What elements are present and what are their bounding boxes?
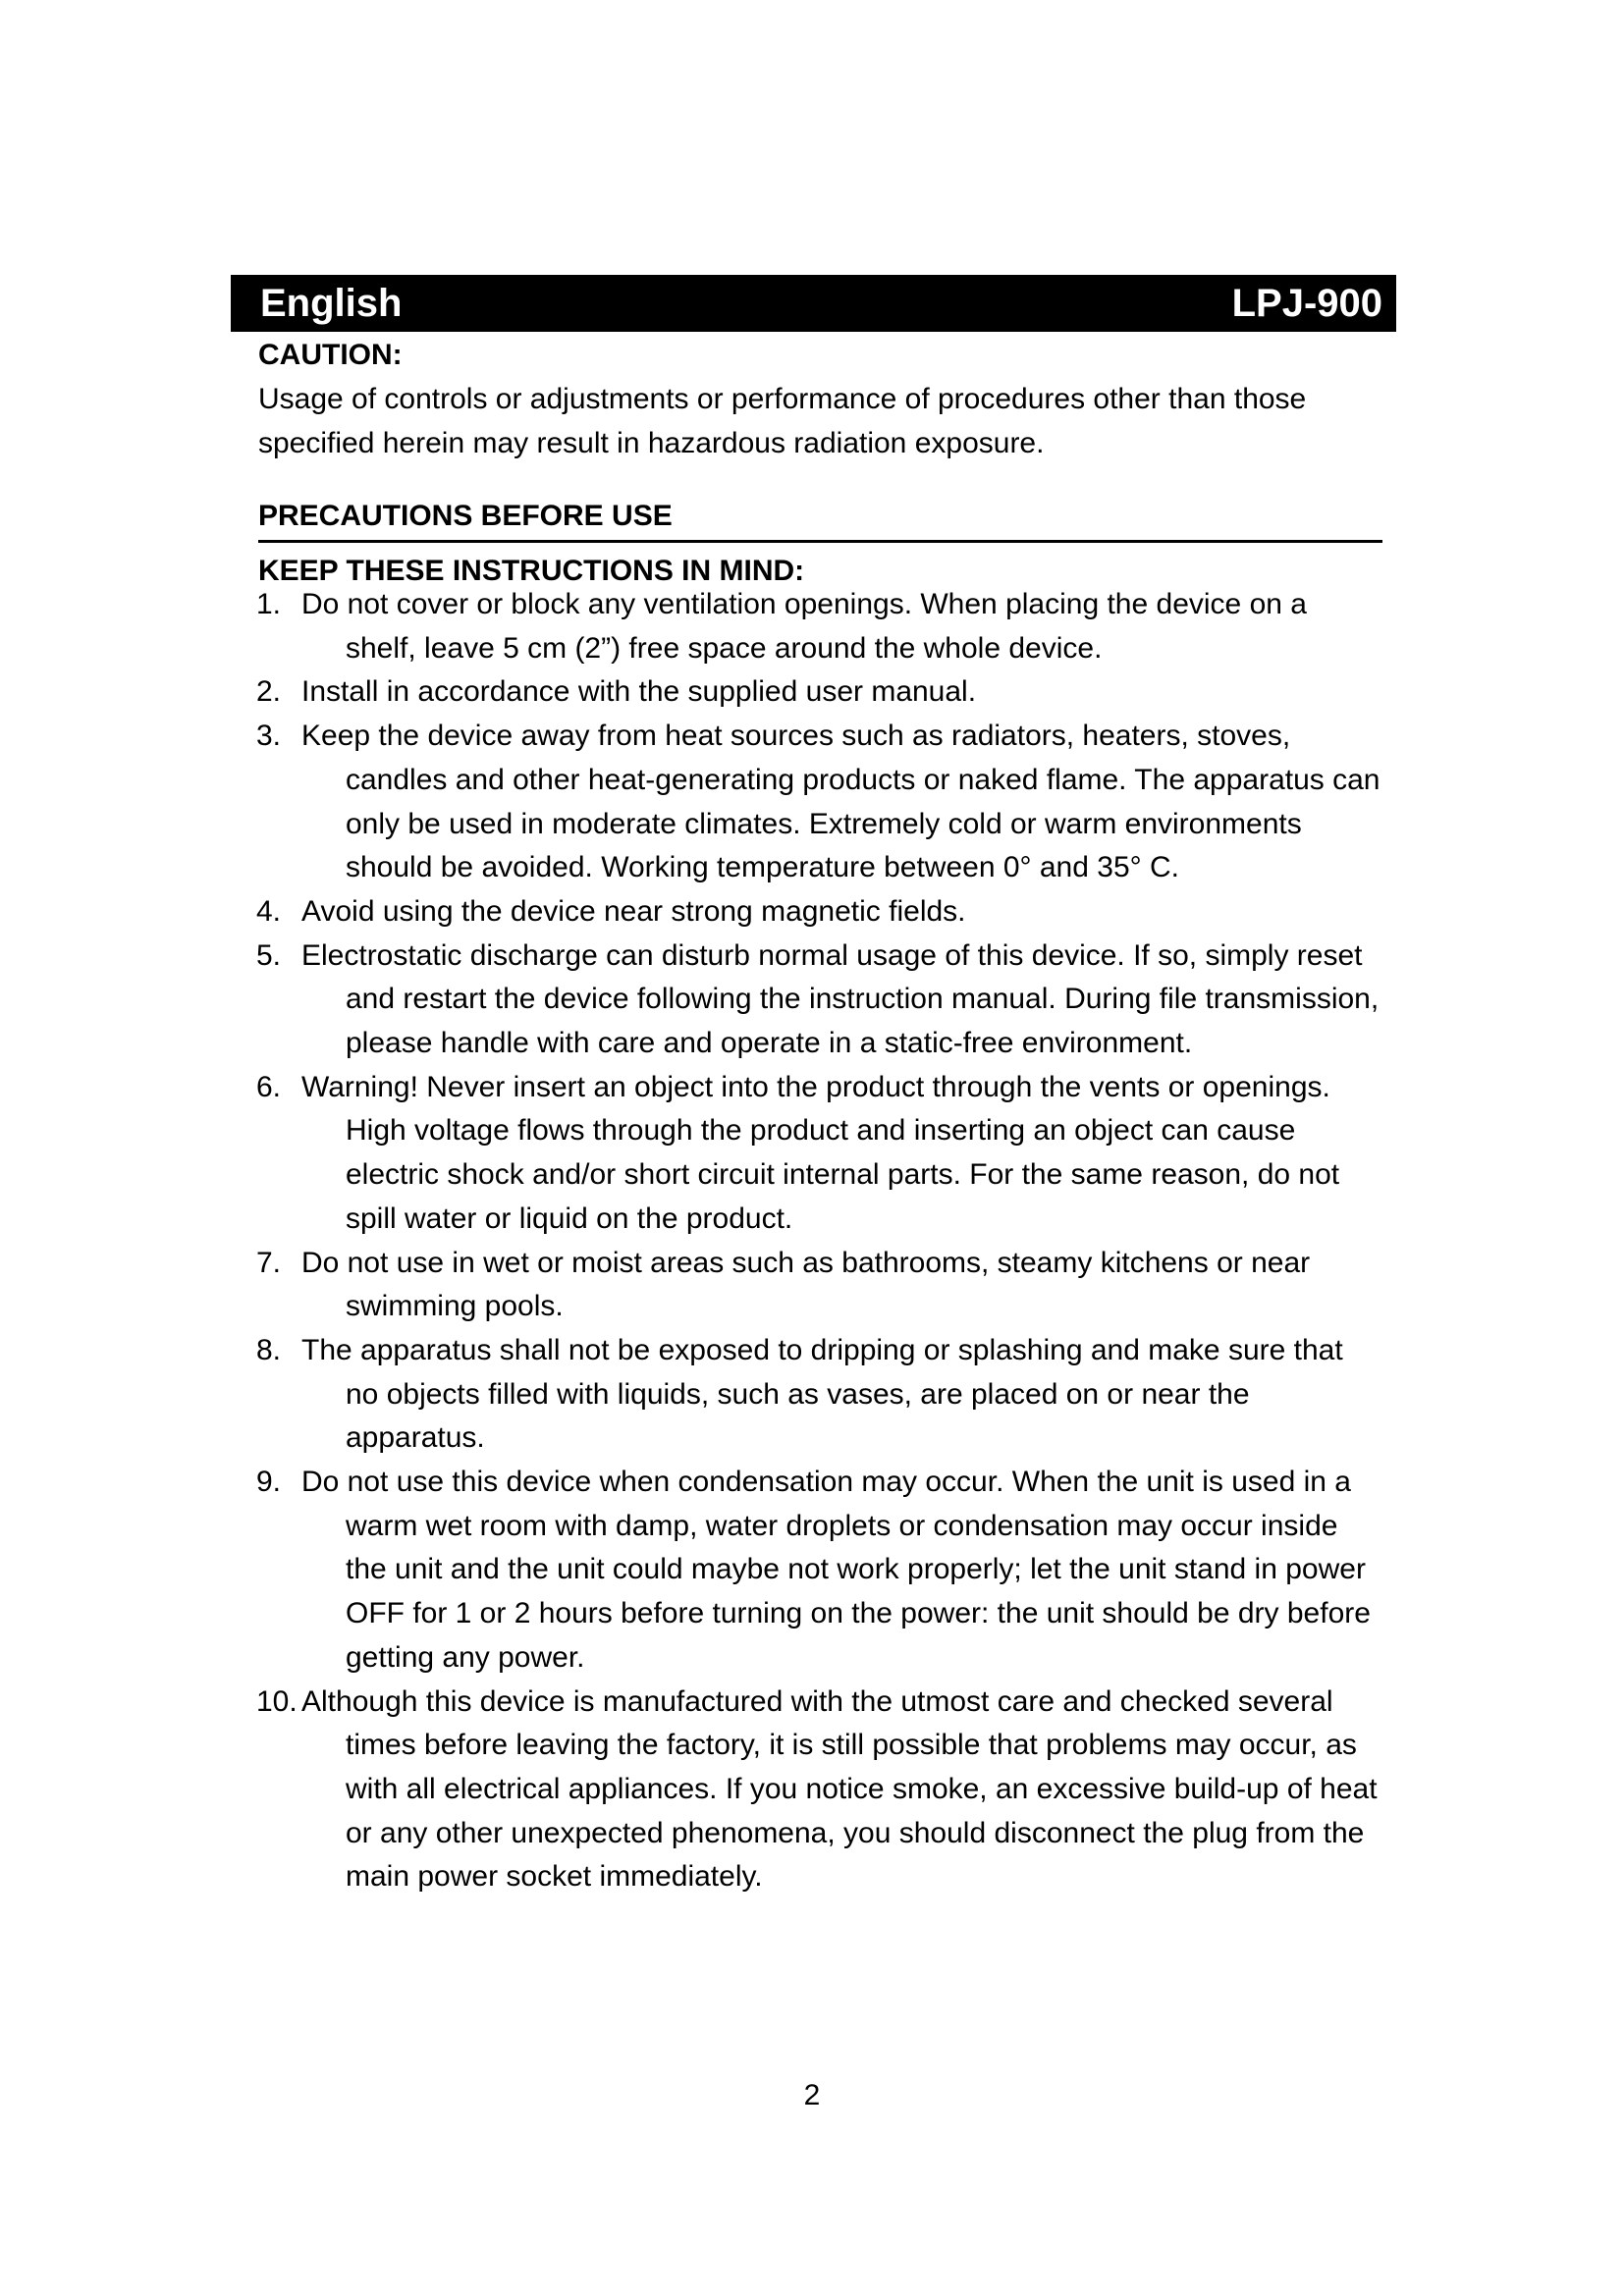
list-item-text: Keep the device away from heat sources such as radiators, heaters, stoves, candles and other heat-generating products or naked flame. The apparatus can only be used in moderate climates. Extremely cold or warm environments should be avoided. Working temperature between 0° and 35° C.: [301, 720, 1380, 884]
instructions-subheading: KEEP THESE INSTRUCTIONS IN MIND:: [258, 555, 805, 587]
list-item-number: 8.: [256, 1333, 282, 1366]
list-item: [258, 670, 1382, 715]
list-item-number: 9.: [256, 1466, 282, 1499]
caution-heading: CAUTION:: [258, 339, 403, 371]
page-number: 2: [803, 2079, 821, 2111]
list-item-number: 6.: [256, 1070, 282, 1103]
list-item: [258, 934, 1382, 1066]
list-item: [258, 1066, 1382, 1242]
list-item-text: Avoid using the device near strong magnetic fields.: [301, 894, 966, 928]
precautions-heading: PRECAUTIONS BEFORE USE: [258, 497, 1382, 543]
model-label: LPJ-900: [1231, 282, 1382, 325]
caution-section: [258, 334, 1387, 590]
list-item-number: 4.: [256, 894, 282, 928]
precautions-list: [258, 583, 1387, 1899]
list-item-text: The apparatus shall not be exposed to dripping or splashing and make sure that no objects filled with liquids, such as vases, are placed on or near the apparatus.: [301, 1333, 1343, 1455]
list-item-text: Electrostatic discharge can disturb normal usage of this device. If so, simply reset and restart the device following the instruction manual. During file transmission, please handle with care and operate in a static-free environment.: [301, 938, 1380, 1060]
list-item-text: Do not use in wet or moist areas such as bathrooms, steamy kitchens or near swimming pools.: [301, 1246, 1311, 1323]
list-item: [258, 583, 1382, 670]
list-item-number: 5.: [256, 938, 282, 972]
header-bar: [231, 275, 1396, 332]
list-item: [258, 1329, 1382, 1461]
list-item: [258, 715, 1382, 890]
language-label: English: [260, 282, 403, 325]
list-item: [258, 1461, 1382, 1681]
list-item-text: Warning! Never insert an object into the product through the vents or openings. High voltage flows through the product and inserting an object can cause electric shock and/or short circuit internal parts. For the same reason, do not spill water or liquid on the product.: [301, 1070, 1340, 1235]
list-item: [258, 1242, 1382, 1329]
list-item-number: 10.: [256, 1684, 298, 1718]
list-item-number: 3.: [256, 720, 282, 753]
list-item: [258, 1681, 1382, 1900]
list-item-number: 7.: [256, 1246, 282, 1279]
list-item-number: 2.: [256, 675, 282, 709]
list-item-text: Do not cover or block any ventilation openings. When placing the device on a shelf, leave 5 cm (2”) free space around the whole device.: [301, 588, 1307, 665]
list-item-text: Do not use this device when condensation may occur. When the unit is used in a warm wet room with damp, water droplets or condensation may occur inside the unit and the unit could maybe not work properly; let the unit stand in power OFF for 1 or 2 hours before turning on the power: the unit should be dry before getting any power.: [301, 1466, 1371, 1674]
list-item: [258, 890, 1382, 934]
caution-text: Usage of controls or adjustments or performance of procedures other than those specified herein may result in hazardous radiation exposure.: [258, 383, 1307, 459]
list-item-text: Although this device is manufactured with the utmost care and checked several times before leaving the factory, it is still possible that problems may occur, as with all electrical appliances. If you notice smoke, an excessive build-up of heat or any other unexpected phenomena, you should disconnect the plug from the main power socket immediately.: [301, 1684, 1378, 1894]
list-item-text: Install in accordance with the supplied user manual.: [301, 675, 977, 709]
list-item-number: 1.: [256, 588, 282, 620]
